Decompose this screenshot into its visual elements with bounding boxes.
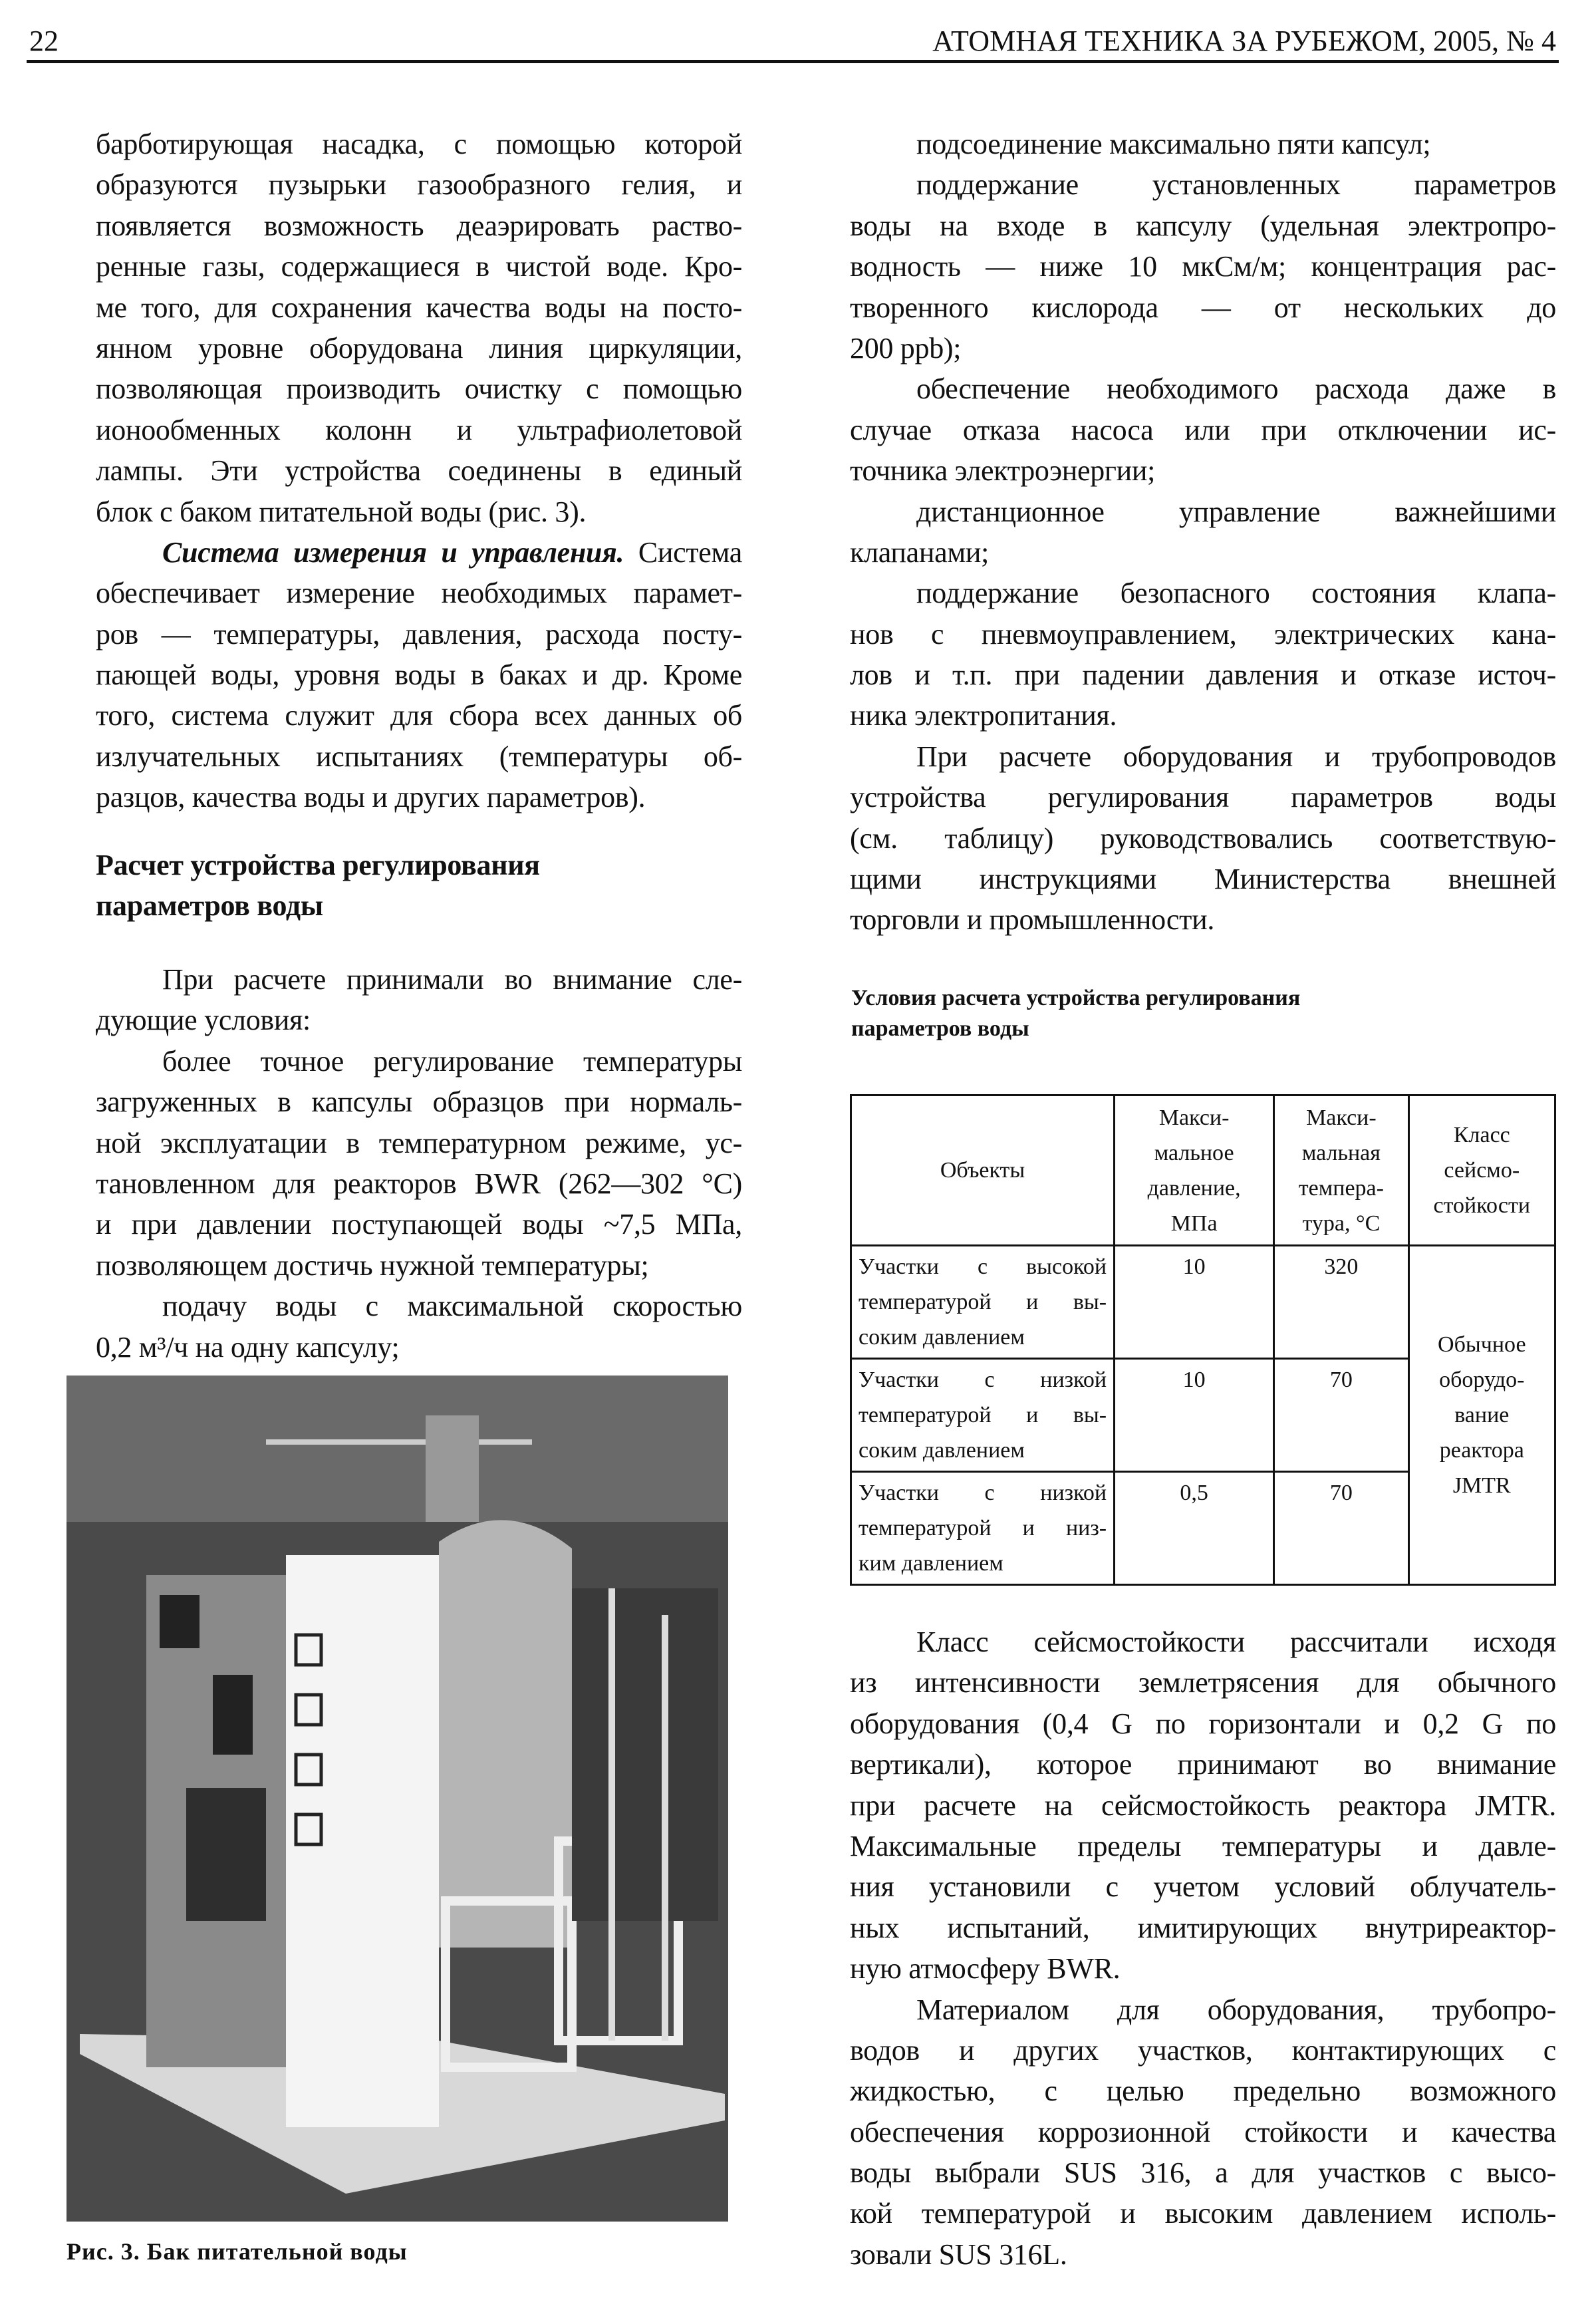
paragraph bbox=[850, 124, 1556, 164]
text-line: обеспечение необходимого расхода даже в bbox=[916, 372, 1556, 406]
text-line: Материалом для оборудования, трубопро- bbox=[916, 1993, 1556, 2026]
pressure-cell: 0,5 bbox=[1115, 1472, 1274, 1585]
left-column-text-top bbox=[96, 124, 742, 818]
column-header: Макси- мальная темпера- тура, °C bbox=[1274, 1095, 1408, 1246]
text-line: клапанами; bbox=[850, 535, 990, 569]
figure-caption: Рис. 3. Бак питательной воды bbox=[66, 2238, 408, 2265]
text-line: Расчет устройства регулирования bbox=[96, 849, 540, 881]
text-line: дующие условия: bbox=[96, 1004, 311, 1037]
text-line: Класс сейсмостойкости рассчитали исходя bbox=[916, 1626, 1556, 1658]
text-line: из интенсивности землетрясения для обычного bbox=[850, 1666, 1556, 1699]
paragraph bbox=[96, 1041, 742, 1286]
table-caption bbox=[851, 983, 1300, 1044]
text-line: зовали SUS 316L. bbox=[850, 2238, 1067, 2271]
text-line: параметров воды bbox=[96, 889, 323, 923]
table-caption-line: параметров воды bbox=[851, 1016, 1029, 1041]
text-line: появляется возможность деаэрировать раство- bbox=[96, 209, 742, 242]
cell-line: ким давлением bbox=[859, 1551, 1003, 1576]
text-line: водность — ниже 10 мкСм/м; концентрация рас- bbox=[850, 250, 1556, 283]
text-line: вертикали), которое принимают во внимание bbox=[850, 1748, 1556, 1781]
column-header: Класс сейсмо- стойкости bbox=[1408, 1095, 1555, 1246]
object-cell bbox=[851, 1472, 1115, 1585]
text-line: 200 ppb); bbox=[850, 331, 962, 364]
cell-line: температурой и вы- bbox=[859, 1403, 1107, 1427]
tank-illustration bbox=[66, 1376, 728, 2222]
paragraph bbox=[850, 573, 1556, 736]
temperature-cell: 70 bbox=[1274, 1472, 1408, 1585]
text-line: того, система служит для сбора всех данных об bbox=[96, 699, 742, 732]
left-column-text-bottom bbox=[96, 959, 742, 1368]
text-line: дистанционное управление важнейшими bbox=[916, 495, 1556, 528]
text-line: устройства регулирования параметров воды bbox=[850, 781, 1556, 814]
text-line: жидкостью, с целью предельно возможного bbox=[850, 2075, 1556, 2108]
object-cell bbox=[851, 1246, 1115, 1359]
text-line: более точное регулирование температуры bbox=[162, 1044, 742, 1078]
text-line: водов и других участков, контактирующих с bbox=[850, 2033, 1556, 2067]
cell-line: соким давлением bbox=[859, 1325, 1025, 1350]
table-row bbox=[851, 1246, 1555, 1359]
text-line: ника электропитания. bbox=[850, 699, 1117, 732]
temperature-cell: 320 bbox=[1274, 1246, 1408, 1359]
column-header: Объекты bbox=[851, 1095, 1115, 1246]
text-line: ных испытаний, имитирующих внутриреактор- bbox=[850, 1911, 1556, 1944]
text-line: тановленном для реакторов BWR (262—302 °C) bbox=[96, 1167, 742, 1200]
text-line: при расчете на сейсмостойкость реактора JMTR. bbox=[850, 1789, 1556, 1822]
table-caption-line: Условия расчета устройства регулирования bbox=[851, 986, 1301, 1010]
seismic-class-cell: Обычное оборудо- вание реактора JMTR bbox=[1408, 1246, 1555, 1585]
page-number: 22 bbox=[29, 25, 59, 57]
cell-line: Участки с низкой bbox=[859, 1368, 1107, 1392]
paragraph bbox=[850, 1622, 1556, 1989]
column-header: Макси- мальное давление, МПа bbox=[1115, 1095, 1274, 1246]
paragraph bbox=[850, 1989, 1556, 2275]
text-line: 0,2 м³/ч на одну капсулу; bbox=[96, 1330, 400, 1364]
design-conditions-table bbox=[850, 1094, 1556, 1586]
text-line: обеспечивает измерение необходимых парамет- bbox=[96, 577, 742, 610]
text-line: (см. таблицу) руководствовались соответствую- bbox=[850, 821, 1556, 855]
pressure-cell: 10 bbox=[1115, 1246, 1274, 1359]
text-line: Система измерения и управления. Система bbox=[162, 535, 742, 569]
cell-line: температурой и вы- bbox=[859, 1290, 1107, 1314]
paragraph bbox=[850, 736, 1556, 941]
object-cell bbox=[851, 1359, 1115, 1472]
text-line: поддержание установленных параметров bbox=[916, 168, 1556, 202]
text-line: При расчете принимали во внимание сле- bbox=[162, 963, 742, 996]
text-line: Максимальные пределы температуры и давле- bbox=[850, 1829, 1556, 1862]
paragraph bbox=[96, 1286, 742, 1368]
text-line: позволяющем достичь нужной температуры; bbox=[96, 1248, 649, 1282]
text-line: ренные газы, содержащиеся в чистой воде. Кро- bbox=[96, 250, 742, 283]
cell-line: температурой и низ- bbox=[859, 1516, 1107, 1540]
header-rule bbox=[27, 60, 1559, 63]
journal-title: АТОМНАЯ ТЕХНИКА ЗА РУБЕЖОМ, 2005, № 4 bbox=[932, 25, 1556, 57]
text-line: точника электроэнергии; bbox=[850, 454, 1156, 488]
text-line: лампы. Эти устройства соединены в единый bbox=[96, 454, 742, 488]
right-column-text-bottom bbox=[850, 1622, 1556, 2275]
text-line: барботирующая насадка, с помощью которой bbox=[96, 128, 742, 160]
text-line: подсоединение максимально пяти капсул; bbox=[916, 128, 1431, 160]
text-line: пающей воды, уровня воды в баках и др. Кроме bbox=[96, 658, 742, 692]
section-heading bbox=[96, 845, 742, 927]
text-line: блок с баком питательной воды (рис. 3). bbox=[96, 495, 587, 528]
text-line: щими инструкциями Министерства внешней bbox=[850, 863, 1556, 896]
pressure-cell: 10 bbox=[1115, 1359, 1274, 1472]
text-line: При расчете оборудования и трубопроводов bbox=[916, 740, 1556, 773]
text-line: оборудования (0,4 G по горизонтали и 0,2 G по bbox=[850, 1707, 1556, 1740]
text-line: и при давлении поступающей воды ~7,5 МПа, bbox=[96, 1208, 742, 1241]
text-line: лов и т.п. при падении давления и отказе источ- bbox=[850, 658, 1556, 692]
text-line: торговли и промышленности. bbox=[850, 903, 1215, 937]
text-line: разцов, качества воды и других параметров). bbox=[96, 781, 646, 814]
paragraph bbox=[96, 532, 742, 818]
text-line: ной эксплуатации в температурном режиме, ус- bbox=[96, 1126, 742, 1159]
text-line: ров — температуры, давления, расхода посту- bbox=[96, 617, 742, 651]
text-line: образуются пузырьки газообразного гелия, и bbox=[96, 168, 742, 202]
text-line: кой температурой и высоким давлением исполь- bbox=[850, 2197, 1556, 2230]
right-column-text-top bbox=[850, 124, 1556, 941]
text-line: позволяющая производить очистку с помощью bbox=[96, 372, 742, 406]
text-line: случае отказа насоса или при отключении ис- bbox=[850, 413, 1556, 446]
text-line: янном уровне оборудована линия циркуляции, bbox=[96, 331, 742, 364]
cell-line: Участки с низкой bbox=[859, 1481, 1107, 1505]
text-line: творенного кислорода — от нескольких до bbox=[850, 291, 1556, 324]
paragraph bbox=[96, 959, 742, 1041]
text-line: поддержание безопасного состояния клапа- bbox=[916, 577, 1556, 610]
text-line: нов с пневмоуправлением, электрических кана- bbox=[850, 617, 1556, 651]
text-line: воды на входе в капсулу (удельная электропро- bbox=[850, 209, 1556, 242]
paragraph bbox=[96, 124, 742, 532]
text-line: обеспечения коррозионной стойкости и качества bbox=[850, 2115, 1556, 2148]
paragraph bbox=[850, 164, 1556, 368]
paragraph bbox=[850, 368, 1556, 491]
paragraph bbox=[850, 492, 1556, 573]
text-line: излучательных испытаниях (температуры об- bbox=[96, 740, 742, 773]
temperature-cell: 70 bbox=[1274, 1359, 1408, 1472]
text-line: ме того, для сохранения качества воды на посто- bbox=[96, 291, 742, 324]
text-line: ния установили с учетом условий облучатель- bbox=[850, 1870, 1556, 1904]
text-line: воды выбрали SUS 316, а для участков с высо- bbox=[850, 2156, 1556, 2190]
table-header-row bbox=[851, 1095, 1555, 1246]
text-line: подачу воды с максимальной скоростью bbox=[162, 1290, 742, 1323]
paragraph bbox=[96, 845, 742, 927]
lead-in-heading: Система измерения и управления. bbox=[162, 535, 624, 569]
cell-line: соким давлением bbox=[859, 1438, 1025, 1463]
text-line: ную атмосферу BWR. bbox=[850, 1952, 1121, 1985]
text-line: загруженных в капсулы образцов при нормаль- bbox=[96, 1086, 742, 1119]
cell-line: Участки с высокой bbox=[859, 1254, 1107, 1279]
text-line: ионообменных колонн и ультрафиолетовой bbox=[96, 413, 742, 446]
feed-water-tank-photo bbox=[66, 1376, 728, 2222]
